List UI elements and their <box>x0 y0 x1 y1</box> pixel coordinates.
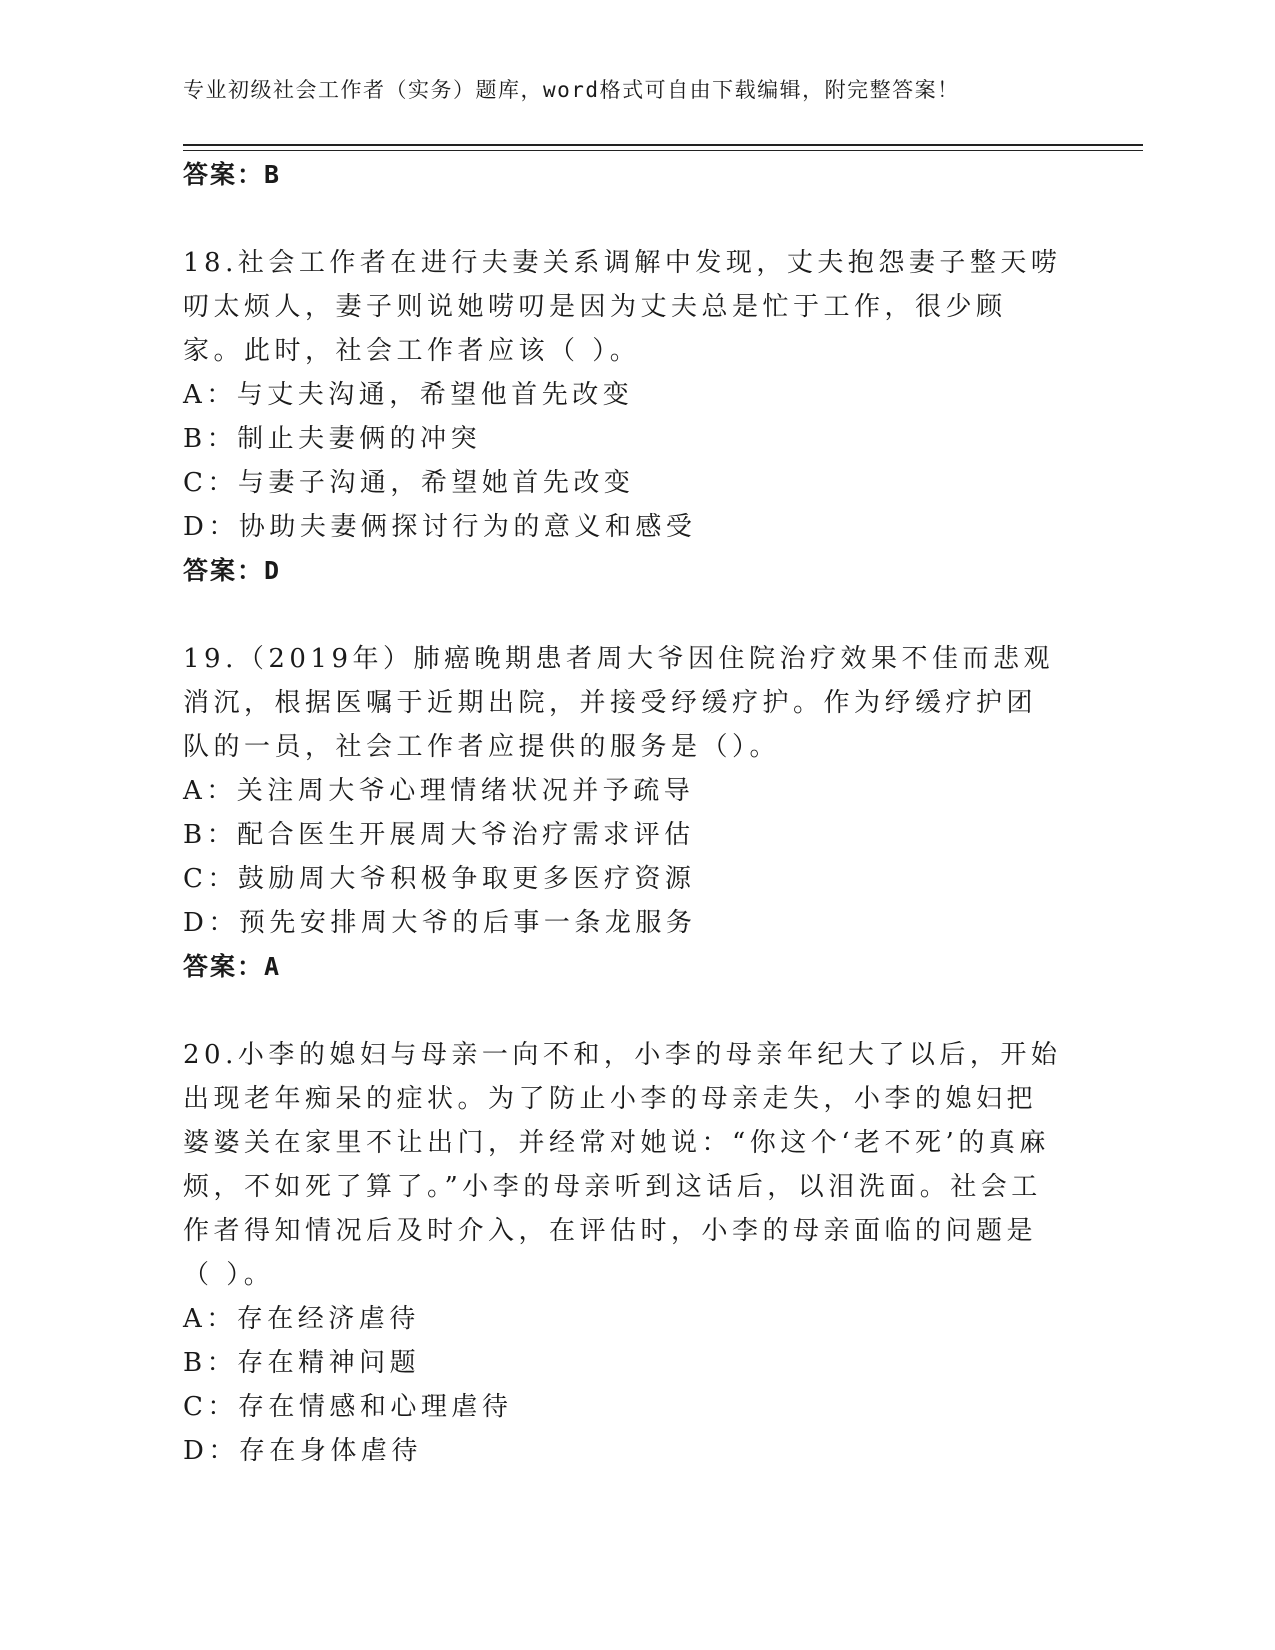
header-rule-thin <box>183 150 1143 151</box>
question-18-option-a: A：与丈夫沟通，希望他首先改变 <box>183 380 634 410</box>
question-19-option-d: D：预先安排周大爷的后事一条龙服务 <box>183 908 697 938</box>
question-20-option-c: C：存在情感和心理虐待 <box>183 1392 513 1422</box>
page-header: 专业初级社会工作者（实务）题库，word格式可自由下载编辑，附完整答案！ <box>183 78 960 102</box>
question-18-option-c: C：与妻子沟通，希望她首先改变 <box>183 468 635 498</box>
question-19-stem: 19.（2019年）肺癌晚期患者周大爷因住院治疗效果不佳而悲观消沉，根据医嘱于近期出院，并接受纾缓疗护。作为纾缓疗护团队的一员，社会工作者应提供的服务是（）。 <box>183 644 1055 762</box>
question-18-option-d: D：协助夫妻俩探讨行为的意义和感受 <box>183 512 697 542</box>
question-20-option-d: D：存在身体虐待 <box>183 1436 422 1466</box>
question-19-option-b: B：配合医生开展周大爷治疗需求评估 <box>183 820 695 850</box>
question-19-option-c: C：鼓励周大爷积极争取更多医疗资源 <box>183 864 696 894</box>
question-20-option-b: B：存在精神问题 <box>183 1348 421 1378</box>
answer-17: 答案：B <box>183 160 282 189</box>
question-content <box>183 153 1063 1473</box>
question-18-stem: 18.社会工作者在进行夫妻关系调解中发现，丈夫抱怨妻子整天唠叨太烦人，妻子则说她唠叨是因为丈夫总是忙于工作，很少顾家。此时，社会工作者应该（ ）。 <box>183 248 1062 366</box>
question-20-option-a: A：存在经济虐待 <box>183 1304 420 1334</box>
question-20-stem: 20.小李的媳妇与母亲一向不和，小李的母亲年纪大了以后，开始出现老年痴呆的症状。为了防止小李的母亲走失，小李的媳妇把婆婆关在家里不让出门，并经常对她说：“你这个‘老不死’的真麻烦，不如死了算了。”小李的母亲听到这话后，以泪洗面。社会工作者得知情况后及时介入，在评估时，小李的母亲面临的问题是（ ）。 <box>183 1040 1062 1290</box>
answer-18: 答案：D <box>183 556 282 585</box>
answer-19: 答案：A <box>183 952 282 981</box>
question-19-option-a: A：关注周大爷心理情绪状况并予疏导 <box>183 776 695 806</box>
question-18-option-b: B：制止夫妻俩的冲突 <box>183 424 482 454</box>
header-rule-thick <box>183 144 1143 146</box>
